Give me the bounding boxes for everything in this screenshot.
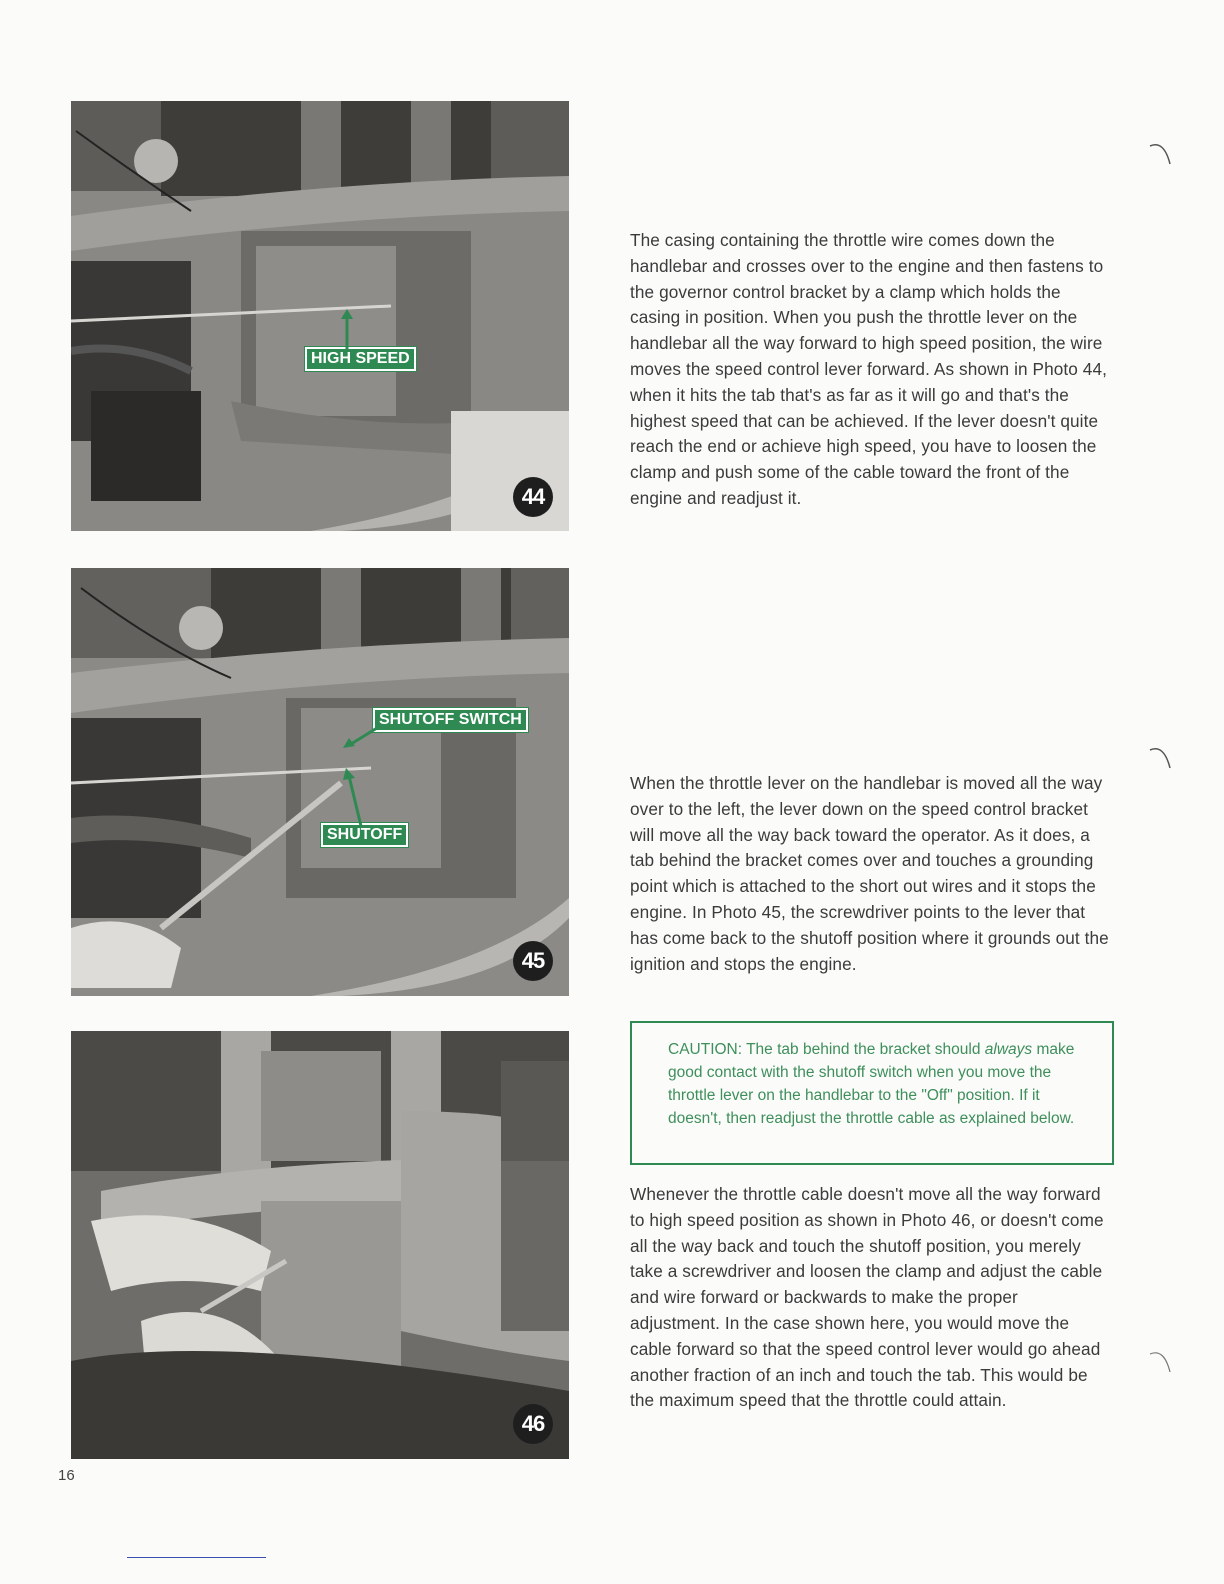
photo-number-badge: 45: [513, 941, 553, 981]
callout-shutoff: SHUTOFF: [321, 823, 408, 847]
paragraph-adjustment: Whenever the throttle cable doesn't move all the way forward to high speed position as shown in Photo 46, or doesn't come all the way back and touch the shutoff position, you merely take a screwdriver and loosen the clamp and adjust the cable and wire forward or backwards to make the proper adjustment. In the case shown here, you would move the cable forward so that the speed control lever would go ahead another fraction of an inch and touch the tab. This would be the maximum speed that the throttle could attain.: [630, 1184, 1104, 1411]
caution-box: [630, 1021, 1114, 1165]
margin-mark-icon: [1148, 138, 1178, 168]
margin-mark-icon: [1148, 742, 1178, 772]
arrow-down-left-icon: [343, 726, 379, 750]
engine-photo-44-image: [71, 101, 569, 531]
margin-mark-icon: [1148, 1346, 1178, 1376]
photo-44: [71, 101, 569, 531]
caution-emphasis: always: [984, 1041, 1033, 1058]
callout-high-speed: HIGH SPEED: [305, 347, 416, 371]
callout-shutoff-switch: SHUTOFF SWITCH: [373, 708, 528, 732]
photo-number-badge: 46: [513, 1404, 553, 1444]
caution-lead: CAUTION: The tab behind the bracket should: [668, 1041, 985, 1058]
photo-number-badge: 44: [513, 477, 553, 517]
arrow-up-icon: [341, 768, 367, 826]
paragraph-high-speed: The casing containing the throttle wire comes down the handlebar and crosses over to the engine and then fastens to the governor control bracket by a clamp which holds the casing in position. When you push the throttle lever on the handlebar all the way forward to high speed position, the wire moves the speed control lever forward. As shown in Photo 44, when it hits the tab that's as far as it will go and that's the highest speed that can be achieved. If the lever doesn't quite reach the end or achieve high speed, you have to loosen the clamp and push some of the cable toward the front of the engine and readjust it.: [630, 230, 1108, 508]
photo-45: [71, 568, 569, 996]
page-number: 16: [58, 1467, 75, 1484]
engine-photo-46-image: [71, 1031, 569, 1459]
bottom-rule: [127, 1557, 266, 1558]
arrow-up-icon: [337, 309, 357, 349]
photo-46: [71, 1031, 569, 1459]
paragraph-shutoff: When the throttle lever on the handlebar is moved all the way over to the left, the lever down on the speed control bracket will move all the way back toward the operator. As it does, a tab behind the bracket comes over and touches a grounding point which is attached to the short out wires and it stops the engine. In Photo 45, the screwdriver points to the lever that has come back to the shutoff position where it grounds out the ignition and stops the engine.: [630, 773, 1109, 974]
caution-rest: make good contact with the shutoff switch when you move the throttle lever on the handlebar to the "Off" position. If it doesn't, then readjust the throttle cable as explained below.: [668, 1041, 1075, 1127]
engine-photo-45-image: [71, 568, 569, 996]
